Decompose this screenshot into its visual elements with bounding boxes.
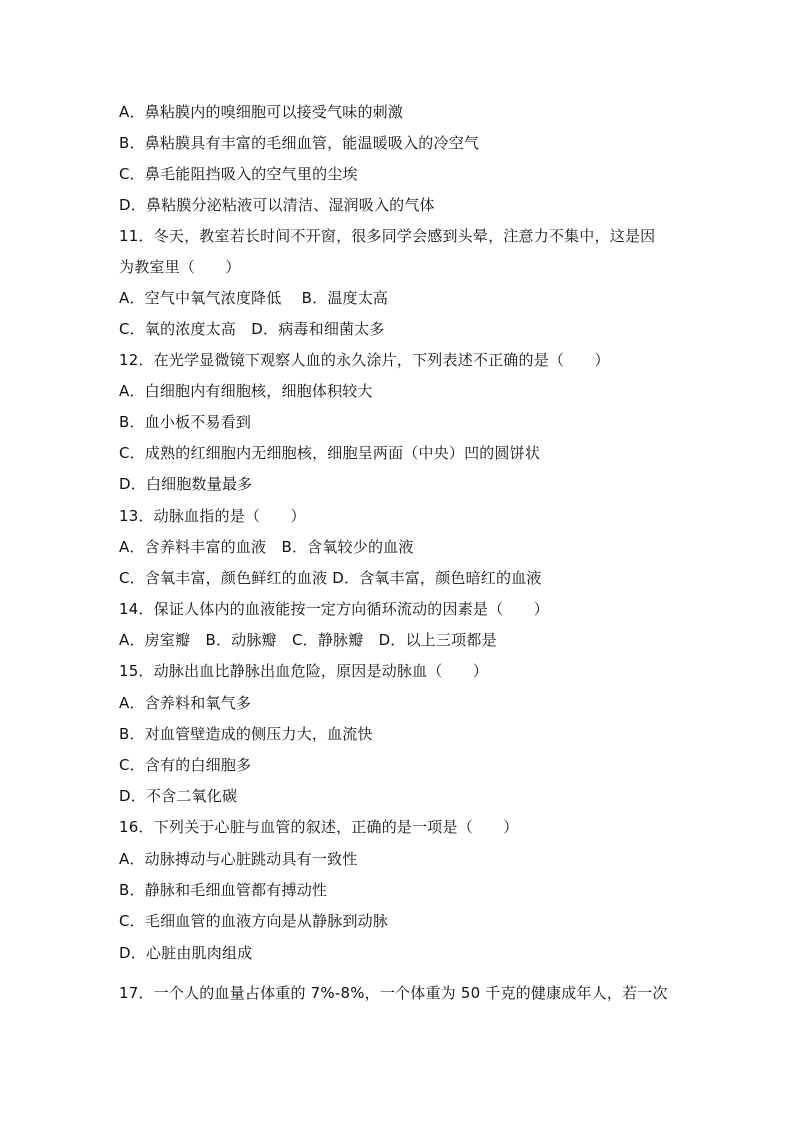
question-16: 16．下列关于心脏与血管的叙述，正确的是一项是（ ）: [119, 818, 519, 836]
option-10b: B．鼻粘膜具有丰富的毛细血管，能温暖吸入的冷空气: [119, 134, 480, 152]
question-13: 13．动脉血指的是（ ）: [119, 507, 306, 525]
option-12d: D．白细胞数量最多: [119, 475, 253, 493]
options-11-cd: C．氧的浓度太高 D．病毒和细菌太多: [119, 320, 385, 338]
option-12c: C．成熟的红细胞内无细胞核，细胞呈两面（中央）凹的圆饼状: [119, 444, 541, 462]
option-15b: B．对血管壁造成的侧压力大，血流快: [119, 725, 373, 743]
question-12: 12．在光学显微镜下观察人血的永久涂片，下列表述不正确的是（ ）: [119, 351, 610, 369]
option-12b: B．血小板不易看到: [119, 413, 252, 431]
option-10a: A．鼻粘膜内的嗅细胞可以接受气味的刺激: [119, 103, 404, 121]
option-16a: A．动脉搏动与心脏跳动具有一致性: [119, 850, 358, 868]
question-17-line1: 17．一个人的血量占体重的 7%-8%，一个体重为 50 千克的健康成年人，若一次: [119, 984, 668, 1002]
question-11-line1: 11．冬天，教室若长时间不开窗，很多同学会感到头晕，注意力不集中，这是因: [119, 227, 656, 245]
option-16b: B．静脉和毛细血管都有搏动性: [119, 881, 328, 899]
options-11-ab: A．空气中氧气浓度降低 B．温度太高: [119, 289, 389, 307]
option-15a: A．含养料和氧气多: [119, 694, 252, 712]
options-13-ab: A．含养料丰富的血液 B．含氧较少的血液: [119, 538, 414, 556]
question-15: 15．动脉出血比静脉出血危险，原因是动脉血（ ）: [119, 662, 489, 680]
option-15d: D．不含二氧化碳: [119, 787, 238, 805]
question-14: 14．保证人体内的血液能按一定方向循环流动的因素是（ ）: [119, 600, 549, 618]
question-11-line2: 为教室里（ ）: [119, 258, 241, 276]
options-13-cd: C．含氧丰富，颜色鲜红的血液 D．含氧丰富，颜色暗红的血液: [119, 569, 542, 587]
option-10d: D．鼻粘膜分泌粘液可以清洁、湿润吸入的气体: [119, 196, 435, 214]
option-16d: D．心脏由肌肉组成: [119, 944, 253, 962]
option-12a: A．白细胞内有细胞核，细胞体积较大: [119, 382, 373, 400]
option-15c: C．含有的白细胞多: [119, 756, 252, 774]
option-16c: C．毛细血管的血液方向是从静脉到动脉: [119, 912, 389, 930]
options-14: A．房室瓣 B．动脉瓣 C．静脉瓣 D．以上三项都是: [119, 631, 497, 649]
option-10c: C．鼻毛能阻挡吸入的空气里的尘埃: [119, 165, 358, 183]
